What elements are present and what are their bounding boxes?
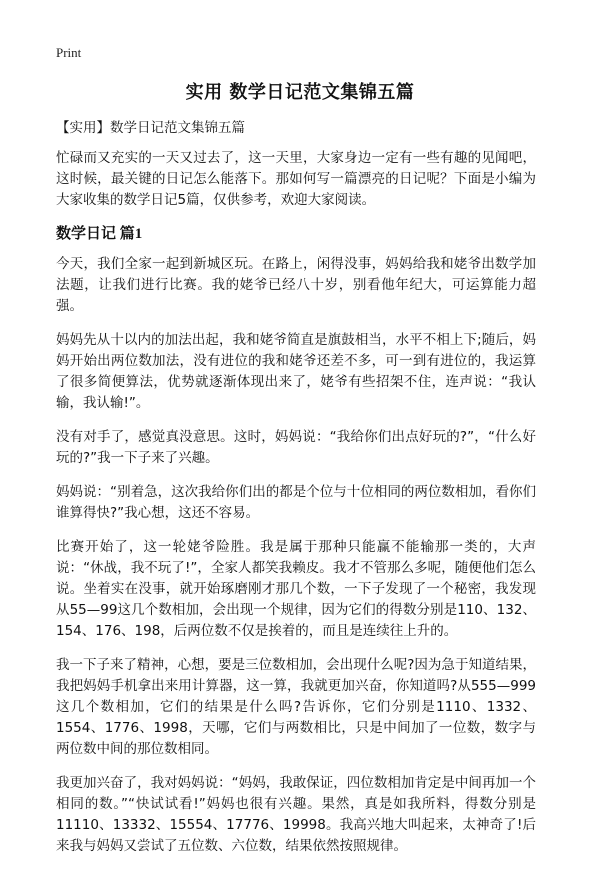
- paragraph: 妈妈先从十以内的加法出起，我和姥爷简直是旗鼓相当，水平不相上下;随后，妈妈开始出两位数加法，没有进位的我和姥爷还差不多，可一到有进位的，我运算了很多简便算法，优势就逐渐体现出来了，姥爷有些招架不住，连声说：“我认输，我认输!”。: [56, 332, 536, 411]
- paragraph: 妈妈说：“别着急，这次我给你们出的都是个位与十位相同的两位数相加，看你们谁算得快?”我心想，这还不容易。: [56, 484, 536, 521]
- intro-paragraph: 忙碌而又充实的一天又过去了，这一天里，大家身边一定有一些有趣的见闻吧，这时候，最关键的日记怎么能落下。那如何写一篇漂亮的日记呢？下面是小编为大家收集的数学日记5篇，仅供参考，欢迎大家阅读。: [56, 150, 536, 208]
- section-heading: 数学日记 篇1: [56, 226, 143, 242]
- paragraph: 我更加兴奋了，我对妈妈说：“妈妈，我敢保证，四位数相加肯定是中间再加一个相同的数。”“快试试看!”妈妈也很有兴趣。果然，真是如我所料，得数分别是11110、13332、15554、17776、19998。我高兴地大叫起来，太神奇了!后来我与妈妈又尝试了五位数、六位数，结果依然按照规律。: [56, 775, 536, 854]
- paragraph: 没有对手了，感觉真没意思。这时，妈妈说：“我给你们出点好玩的?”，“什么好玩的?”我一下子来了兴趣。: [56, 429, 536, 466]
- article-body: [56, 118, 536, 870]
- paragraph: 我一下子来了精神，心想，要是三位数相加，会出现什么呢?因为急于知道结果，我把妈妈手机拿出来用计算器，这一算，我就更加兴奋，你知道吗?从555—999这几个数相加，它们的结果是什么吗?告诉你，它们分别是1110、1332、1554、1776、1998，天哪，它们与两数相比，只是中间加了一位数，数字与两位数中间的那位数相同。: [56, 657, 536, 757]
- print-link[interactable]: Print: [56, 45, 82, 60]
- article-subtitle: 【实用】数学日记范文集锦五篇: [56, 120, 245, 136]
- paragraph: 比赛开始了，这一轮姥爷险胜。我是属于那种只能赢不能输那一类的，大声说：“休战，我不玩了!”，全家人都笑我赖皮。我才不管那么多呢，随便他们怎么说。坐着实在没事，就开始琢磨刚才那几个数，一下子发现了一个秘密，我发现从55—99这几个数相加，会出现一个规律，因为它们的得数分别是110、132、154、176、198，后两位数不仅是挨着的，而且是连续往上升的。: [56, 539, 536, 639]
- paragraph: 今天，我们全家一起到新城区玩。在路上，闲得没事，妈妈给我和姥爷出数学加法题，让我们进行比赛。我的姥爷已经八十岁，别看他年纪大，可运算能力超强。: [56, 256, 536, 314]
- page-title: 实用 数学日记范文集锦五篇: [185, 82, 415, 103]
